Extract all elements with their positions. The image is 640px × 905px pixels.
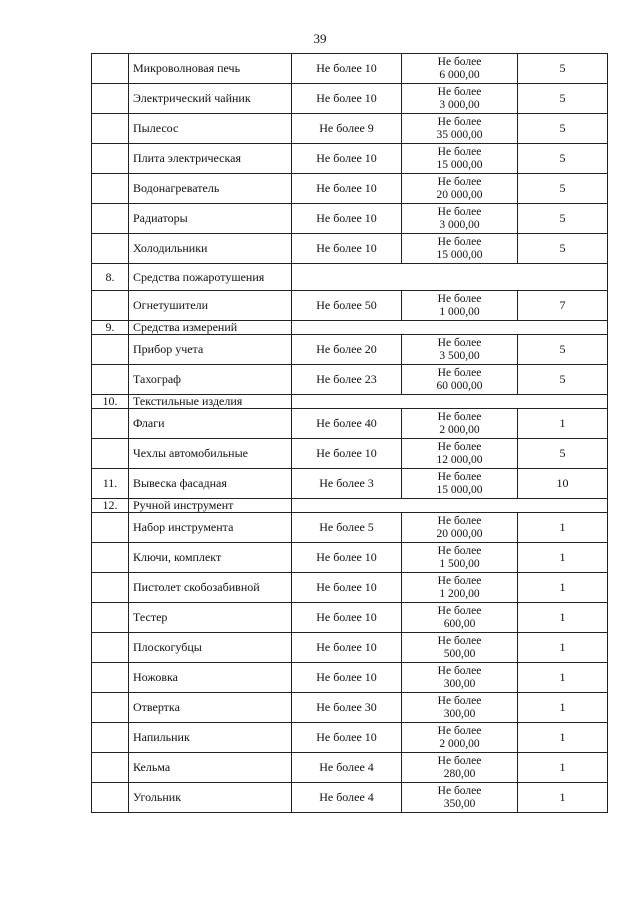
price-label: Не более [437, 115, 482, 128]
item-name: Пистолет скобозабивной [129, 573, 292, 603]
table-row [92, 204, 608, 234]
price-label: Не более [437, 175, 482, 188]
item-quantity: Не более 9 [292, 114, 402, 144]
price-label: Не более [437, 754, 482, 767]
item-name: Угольник [129, 783, 292, 813]
item-quantity: Не более 50 [292, 291, 402, 321]
row-number [92, 174, 129, 204]
item-price [402, 409, 518, 439]
price-value: 600,00 [443, 617, 476, 630]
table-row [92, 753, 608, 783]
empty-cell [292, 499, 608, 513]
item-name: Вывеска фасадная [129, 469, 292, 499]
price-label: Не более [437, 634, 482, 647]
row-number [92, 291, 129, 321]
price-value: 20 000,00 [436, 527, 483, 540]
item-quantity: Не более 40 [292, 409, 402, 439]
price-value: 3 000,00 [439, 98, 480, 111]
item-quantity: Не более 10 [292, 234, 402, 264]
row-number: 11. [92, 469, 129, 499]
table-row [92, 174, 608, 204]
section-row [92, 321, 608, 335]
empty-cell [292, 264, 608, 291]
item-term: 5 [518, 439, 608, 469]
price-label: Не более [437, 470, 482, 483]
section-title: Ручной инструмент [129, 499, 292, 513]
item-quantity: Не более 10 [292, 543, 402, 573]
row-number: 8. [92, 264, 129, 291]
row-number [92, 783, 129, 813]
items-table [91, 53, 608, 813]
item-name: Пылесос [129, 114, 292, 144]
row-number [92, 409, 129, 439]
item-term: 1 [518, 513, 608, 543]
table-row [92, 513, 608, 543]
item-quantity: Не более 10 [292, 54, 402, 84]
section-title: Средства измерений [129, 321, 292, 335]
item-term: 1 [518, 409, 608, 439]
price-value: 1 500,00 [439, 557, 480, 570]
item-term: 1 [518, 663, 608, 693]
table-row [92, 469, 608, 499]
row-number [92, 365, 129, 395]
item-price [402, 469, 518, 499]
item-name: Напильник [129, 723, 292, 753]
price-value: 20 000,00 [436, 188, 483, 201]
price-value: 350,00 [443, 797, 476, 810]
empty-cell [292, 395, 608, 409]
table-row [92, 783, 608, 813]
item-name: Холодильники [129, 234, 292, 264]
item-term: 5 [518, 365, 608, 395]
price-label: Не более [437, 604, 482, 617]
item-term: 5 [518, 335, 608, 365]
item-term: 1 [518, 723, 608, 753]
item-term: 1 [518, 693, 608, 723]
table-row [92, 144, 608, 174]
row-number [92, 753, 129, 783]
table-row [92, 543, 608, 573]
item-quantity: Не более 10 [292, 204, 402, 234]
price-label: Не более [437, 574, 482, 587]
item-quantity: Не более 10 [292, 174, 402, 204]
item-term: 1 [518, 783, 608, 813]
price-value: 6 000,00 [439, 68, 480, 81]
item-quantity: Не более 30 [292, 693, 402, 723]
item-price [402, 204, 518, 234]
price-label: Не более [437, 85, 482, 98]
item-price [402, 144, 518, 174]
item-quantity: Не более 4 [292, 753, 402, 783]
row-number [92, 543, 129, 573]
row-number [92, 603, 129, 633]
item-name: Отвертка [129, 693, 292, 723]
price-value: 1 000,00 [439, 305, 480, 318]
row-number [92, 114, 129, 144]
item-name: Электрический чайник [129, 84, 292, 114]
row-number [92, 335, 129, 365]
row-number [92, 633, 129, 663]
item-price [402, 723, 518, 753]
item-quantity: Не более 10 [292, 144, 402, 174]
section-row [92, 395, 608, 409]
table-row [92, 693, 608, 723]
price-value: 3 500,00 [439, 349, 480, 362]
table-row [92, 663, 608, 693]
table-row [92, 114, 608, 144]
item-term: 1 [518, 603, 608, 633]
item-name: Кельма [129, 753, 292, 783]
price-label: Не более [437, 544, 482, 557]
item-price [402, 753, 518, 783]
row-number [92, 234, 129, 264]
price-label: Не более [437, 235, 482, 248]
row-number: 9. [92, 321, 129, 335]
price-label: Не более [437, 55, 482, 68]
table-row [92, 84, 608, 114]
item-quantity: Не более 5 [292, 513, 402, 543]
item-quantity: Не более 10 [292, 663, 402, 693]
price-value: 2 000,00 [439, 737, 480, 750]
row-number [92, 723, 129, 753]
price-value: 12 000,00 [436, 453, 483, 466]
items-table-body [92, 54, 608, 813]
item-name: Тестер [129, 603, 292, 633]
item-quantity: Не более 10 [292, 723, 402, 753]
table-row [92, 723, 608, 753]
table-row [92, 409, 608, 439]
table-row [92, 439, 608, 469]
item-price [402, 335, 518, 365]
page-number: 39 [313, 31, 327, 46]
item-price [402, 633, 518, 663]
item-term: 1 [518, 753, 608, 783]
item-name: Радиаторы [129, 204, 292, 234]
price-label: Не более [437, 366, 482, 379]
item-price [402, 365, 518, 395]
item-term: 5 [518, 204, 608, 234]
item-term: 5 [518, 144, 608, 174]
row-number [92, 439, 129, 469]
price-value: 3 000,00 [439, 218, 480, 231]
item-term: 5 [518, 174, 608, 204]
item-name: Тахограф [129, 365, 292, 395]
item-name: Флаги [129, 409, 292, 439]
price-label: Не более [437, 410, 482, 423]
row-number [92, 84, 129, 114]
row-number: 12. [92, 499, 129, 513]
item-price [402, 234, 518, 264]
row-number [92, 513, 129, 543]
item-price [402, 663, 518, 693]
table-row [92, 54, 608, 84]
price-value: 35 000,00 [436, 128, 483, 141]
price-label: Не более [437, 205, 482, 218]
item-price [402, 783, 518, 813]
item-name: Огнетушители [129, 291, 292, 321]
price-label: Не более [437, 336, 482, 349]
table-row [92, 633, 608, 663]
table-row [92, 234, 608, 264]
price-label: Не более [437, 440, 482, 453]
item-quantity: Не более 10 [292, 633, 402, 663]
item-price [402, 513, 518, 543]
item-price [402, 543, 518, 573]
item-price [402, 174, 518, 204]
section-title: Текстильные изделия [129, 395, 292, 409]
row-number [92, 204, 129, 234]
item-quantity: Не более 4 [292, 783, 402, 813]
price-label: Не более [437, 784, 482, 797]
price-value: 280,00 [443, 767, 476, 780]
price-value: 300,00 [443, 707, 476, 720]
price-label: Не более [437, 514, 482, 527]
empty-cell [292, 321, 608, 335]
item-term: 5 [518, 234, 608, 264]
item-name: Плоскогубцы [129, 633, 292, 663]
item-name: Микроволновая печь [129, 54, 292, 84]
price-value: 15 000,00 [436, 158, 483, 171]
price-value: 15 000,00 [436, 248, 483, 261]
item-price [402, 573, 518, 603]
item-term: 5 [518, 114, 608, 144]
table-row [92, 603, 608, 633]
price-value: 2 000,00 [439, 423, 480, 436]
price-label: Не более [437, 292, 482, 305]
row-number [92, 573, 129, 603]
section-title: Средства пожаротушения [129, 264, 292, 291]
item-term: 5 [518, 54, 608, 84]
item-quantity: Не более 20 [292, 335, 402, 365]
item-price [402, 84, 518, 114]
item-term: 1 [518, 633, 608, 663]
section-row [92, 264, 608, 291]
price-label: Не более [437, 664, 482, 677]
row-number [92, 693, 129, 723]
item-name: Чехлы автомобильные [129, 439, 292, 469]
item-price [402, 114, 518, 144]
item-quantity: Не более 10 [292, 439, 402, 469]
item-term: 7 [518, 291, 608, 321]
item-quantity: Не более 3 [292, 469, 402, 499]
price-value: 60 000,00 [436, 379, 483, 392]
item-quantity: Не более 10 [292, 573, 402, 603]
item-name: Ключи, комплект [129, 543, 292, 573]
item-quantity: Не более 10 [292, 84, 402, 114]
row-number: 10. [92, 395, 129, 409]
price-value: 500,00 [443, 647, 476, 660]
price-value: 15 000,00 [436, 483, 483, 496]
table-row [92, 291, 608, 321]
price-label: Не более [437, 694, 482, 707]
table-row [92, 335, 608, 365]
item-quantity: Не более 23 [292, 365, 402, 395]
item-price [402, 439, 518, 469]
item-term: 1 [518, 573, 608, 603]
row-number [92, 144, 129, 174]
row-number [92, 663, 129, 693]
item-term: 10 [518, 469, 608, 499]
price-value: 1 200,00 [439, 587, 480, 600]
item-name: Прибор учета [129, 335, 292, 365]
section-row [92, 499, 608, 513]
item-name: Набор инструмента [129, 513, 292, 543]
row-number [92, 54, 129, 84]
item-term: 1 [518, 543, 608, 573]
item-name: Ножовка [129, 663, 292, 693]
item-price [402, 603, 518, 633]
price-label: Не более [437, 145, 482, 158]
table-row [92, 365, 608, 395]
table-row [92, 573, 608, 603]
item-price [402, 54, 518, 84]
item-term: 5 [518, 84, 608, 114]
item-quantity: Не более 10 [292, 603, 402, 633]
item-name: Водонагреватель [129, 174, 292, 204]
item-name: Плита электрическая [129, 144, 292, 174]
price-label: Не более [437, 724, 482, 737]
item-price [402, 291, 518, 321]
item-price [402, 693, 518, 723]
price-value: 300,00 [443, 677, 476, 690]
